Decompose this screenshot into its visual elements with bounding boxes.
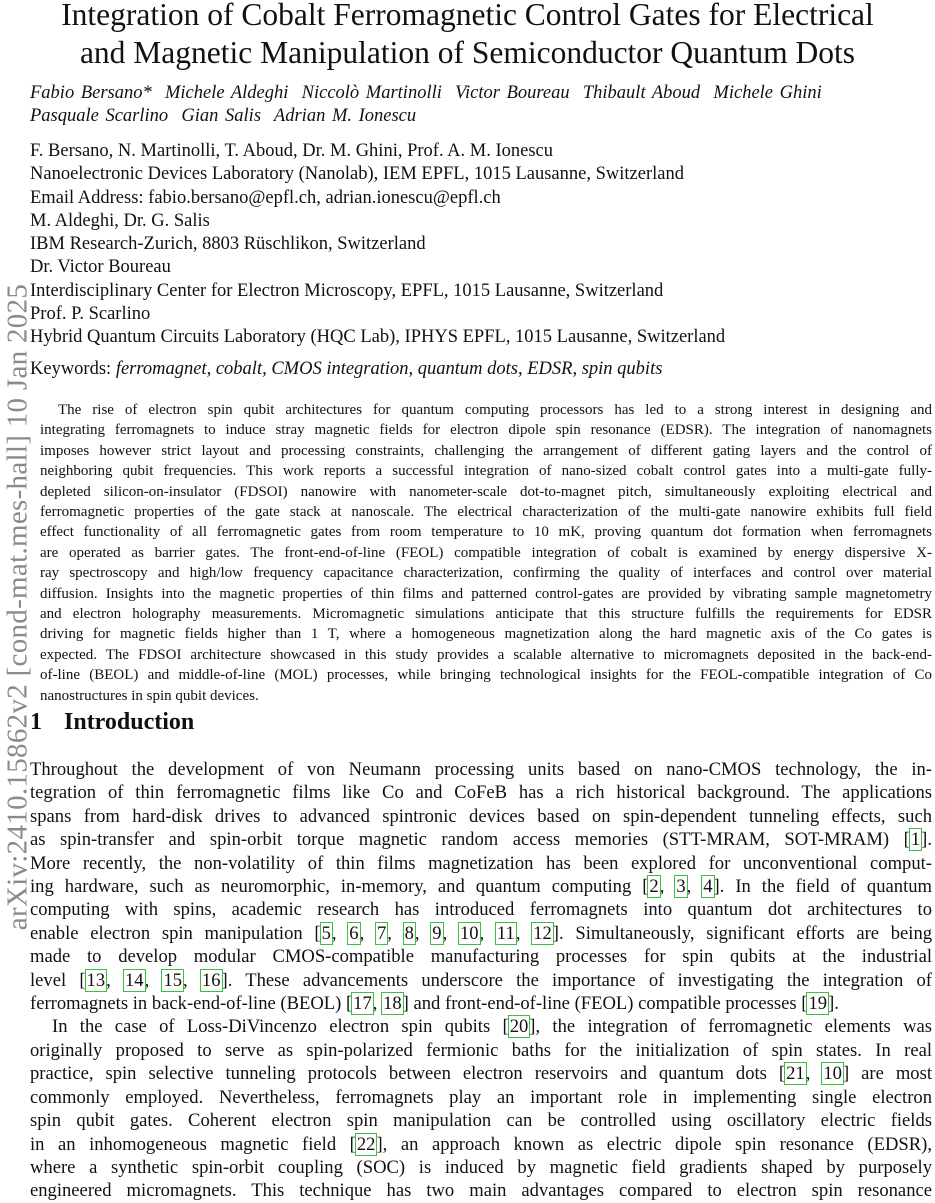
citation-link[interactable]: 22 bbox=[356, 1133, 376, 1155]
body-line: Throughout the development of von Neumann processing units based on nano-CMOS technology, the in- bbox=[30, 759, 932, 780]
abstract-line: integrating ferromagnets to induce stray magnetic fields for electron dipole spin resonance (EDSR). The integration of nanomagnets bbox=[40, 422, 932, 439]
affiliation-line: Nanoelectronic Devices Laboratory (Nanolab), IEM EPFL, 1015 Lausanne, Switzerland bbox=[30, 164, 684, 185]
section-title: Introduction bbox=[64, 709, 195, 735]
abstract-line: diffusion. Insights into the magnetic properties of thin films and patterned control-gates are provided by vibrating sample magnetometry bbox=[40, 585, 932, 602]
body-line: computing with spins, academic research has introduced ferromagnets into quantum dot architectures to bbox=[30, 899, 932, 921]
body-line: spin qubit gates. Coherent electron spin manipulation can be controlled using oscillatory electric fields bbox=[30, 1110, 932, 1132]
keywords bbox=[30, 359, 662, 380]
abstract-line: of-line (BEOL) and middle-of-line (MOL) processes, while bringing technological insights for the FEOL-compatible integration of Co bbox=[40, 667, 932, 684]
abstract-line: and electron holography measurements. Micromagnetic simulations anticipate that this structure fulfills the requirements for EDSR bbox=[40, 606, 932, 623]
section-heading bbox=[30, 709, 194, 736]
abstract-line: effect functionality of all ferromagnetic gates from room temperature to 10 mK, proving quantum dot formation when ferromagnets bbox=[40, 524, 932, 541]
abstract-line: The rise of electron spin qubit architectures for quantum computing processors has led to a strong interest in designing and bbox=[58, 402, 932, 418]
author-line: Fabio Bersano* Michele Aldeghi Niccolò Martinolli Victor Boureau Thibault Aboud Michele Ghini bbox=[30, 83, 822, 103]
citation-link[interactable]: 6 bbox=[349, 922, 359, 944]
affiliation-line: F. Bersano, N. Martinolli, T. Aboud, Dr. M. Ghini, Prof. A. M. Ionescu bbox=[30, 141, 554, 161]
title-line: and Magnetic Manipulation of Semiconductor Quantum Dots bbox=[79, 35, 856, 70]
citation-link[interactable]: 5 bbox=[321, 922, 331, 944]
body-line: originally proposed to serve as spin-polarized fermionic baths for the initialization of spin states. In real bbox=[30, 1039, 932, 1061]
author-line: Pasquale Scarlino Gian Salis Adrian M. Ionescu bbox=[30, 106, 417, 126]
body-line: in an inhomogeneous magnetic field [22], an approach known as electric dipole spin resonance (EDSR), bbox=[30, 1133, 932, 1155]
body-text bbox=[30, 758, 932, 1203]
body-line: practice, spin selective tunneling protocols between electron reservoirs and quantum dots [21, 10] are most bbox=[30, 1063, 932, 1085]
citation-link[interactable]: 7 bbox=[376, 922, 387, 944]
citation-link[interactable]: 1 bbox=[910, 829, 921, 851]
body-line: commonly employed. Nevertheless, ferromagnets play an important role in implementing single electron bbox=[30, 1086, 932, 1108]
body-line: More recently, the non-volatility of thin films magnetization has been explored for unconventional comput- bbox=[30, 852, 932, 874]
citation-link[interactable]: 12 bbox=[533, 922, 552, 944]
citation-link[interactable]: 10 bbox=[823, 1063, 842, 1085]
citation-link[interactable]: 2 bbox=[649, 876, 659, 898]
author-list bbox=[30, 82, 935, 128]
body-line: In the case of Loss-DiVincenzo electron spin qubits [20], the integration of ferromagnetic elements was bbox=[52, 1016, 932, 1038]
citation-link[interactable]: 14 bbox=[125, 969, 144, 991]
citation-link[interactable]: 18 bbox=[383, 993, 402, 1015]
abstract-line: neighboring qubit frequencies. This work reports a successful integration of nano-sized cobalt control gates into a multi-gate fully- bbox=[40, 463, 932, 480]
citation-link[interactable]: 20 bbox=[509, 1016, 529, 1038]
abstract-line: nanostructures in spin qubit devices. bbox=[40, 687, 259, 704]
affiliation-line: IBM Research-Zurich, 8803 Rüschlikon, Switzerland bbox=[30, 234, 426, 255]
affiliations bbox=[30, 140, 725, 350]
citation-link[interactable]: 19 bbox=[808, 993, 828, 1015]
citation-link[interactable]: 13 bbox=[86, 969, 106, 991]
abstract-line: driving for magnetic fields higher than 1 T, where a homogeneous magnetization along the hard magnetic axis of the Co gates is bbox=[40, 626, 932, 643]
citation-link[interactable]: 11 bbox=[496, 922, 515, 944]
body-line: enable electron spin manipulation [5, 6, 7, 8, 9, 10, 11, 12]. Simultaneously, significant efforts are being bbox=[30, 922, 933, 944]
body-line: tegration of thin ferromagnetic films like Co and CoFeB has a rich historical background. The applications bbox=[30, 782, 932, 804]
affiliation-line: M. Aldeghi, Dr. G. Salis bbox=[30, 210, 210, 231]
abstract-line: ferromagnetic properties of the gate stack at nanoscale. The electrical characterization of the multi-gate nanowire exhibits full field bbox=[40, 504, 932, 521]
citation-link[interactable]: 21 bbox=[786, 1063, 805, 1085]
body-line: ing hardware, such as neuromorphic, in-memory, and quantum computing [2, 3, 4]. In the field of quantum bbox=[30, 876, 933, 898]
keywords-label: Keywords: bbox=[30, 359, 112, 379]
affiliation-line: Hybrid Quantum Circuits Laboratory (HQC Lab), IPHYS EPFL, 1015 Lausanne, Switzerland bbox=[30, 327, 726, 348]
body-line: level [13, 14, 15, 16]. These advancements underscore the importance of investigating the integration of bbox=[30, 969, 932, 991]
body-line: engineered micromagnets. This technique has two main advantages compared to electron spin resonance bbox=[30, 1180, 932, 1202]
abstract-line: expected. The FDSOI architecture showcased in this study provides a scalable alternative to micromagnets deposited in the back-end- bbox=[40, 646, 932, 663]
keywords-value: ferromagnet, cobalt, CMOS integration, quantum dots, EDSR, spin qubits bbox=[115, 359, 663, 379]
body-line: where a synthetic spin-orbit coupling (SOC) is induced by magnetic field gradients shaped by purposely bbox=[30, 1156, 932, 1178]
abstract bbox=[40, 400, 932, 706]
abstract-line: imposes however strict layout and processing constraints, challenging the arrangement of different gating layers and the control of bbox=[40, 442, 932, 459]
title-line: Integration of Cobalt Ferromagnetic Control Gates for Electrical bbox=[61, 0, 874, 32]
citation-link[interactable]: 15 bbox=[163, 969, 183, 991]
affiliation-line: Prof. P. Scarlino bbox=[30, 304, 151, 325]
body-line: spans from hard-disk drives to advanced spintronic devices based on spin-dependent tunneling effects, such bbox=[30, 805, 932, 827]
citation-link[interactable]: 16 bbox=[201, 969, 221, 991]
body-line: as spin-transfer and spin-orbit torque magnetic random access memories (STT-MRAM, SOT-MRAM) [1]. bbox=[30, 829, 932, 851]
abstract-line: are operated as barrier gates. The front-end-of-line (FEOL) compatible integration of cobalt is examined by energy dispersive X- bbox=[40, 544, 932, 561]
affiliation-line: Interdisciplinary Center for Electron Microscopy, EPFL, 1015 Lausanne, Switzerland bbox=[30, 280, 664, 301]
citation-link[interactable]: 9 bbox=[432, 922, 442, 944]
affiliation-email[interactable]: Email Address: fabio.bersano@epfl.ch, adrian.ionescu@epfl.ch bbox=[30, 187, 501, 208]
abstract-line: ray spectroscopy and high/low frequency capacitance characterization, confirming the quality of interfaces and control over material bbox=[40, 565, 932, 582]
citation-link[interactable]: 17 bbox=[353, 993, 372, 1015]
paper-title bbox=[0, 0, 935, 72]
arxiv-stamp: arXiv:2410.15862v2 [cond-mat.mes-hall] 10 Jan 2025 bbox=[1, 283, 34, 931]
citation-link[interactable]: 8 bbox=[404, 922, 414, 944]
affiliation-line: Dr. Victor Boureau bbox=[30, 257, 171, 278]
abstract-line: depleted silicon-on-insulator (FDSOI) nanowire with nanometer-scale dot-to-magnet pitch, simultaneously exploiting electrical and bbox=[40, 483, 932, 500]
body-line: made to develop modular CMOS-compatible manufacturing processes for spin qubits at the industrial bbox=[30, 946, 932, 968]
citation-link[interactable]: 3 bbox=[676, 876, 686, 898]
body-line: ferromagnets in back-end-of-line (BEOL) [17, 18] and front-end-of-line (FEOL) compatible processes [19]. bbox=[30, 993, 839, 1015]
citation-link[interactable]: 4 bbox=[703, 876, 713, 898]
section-number: 1 bbox=[30, 709, 42, 735]
citation-link[interactable]: 10 bbox=[459, 922, 479, 944]
